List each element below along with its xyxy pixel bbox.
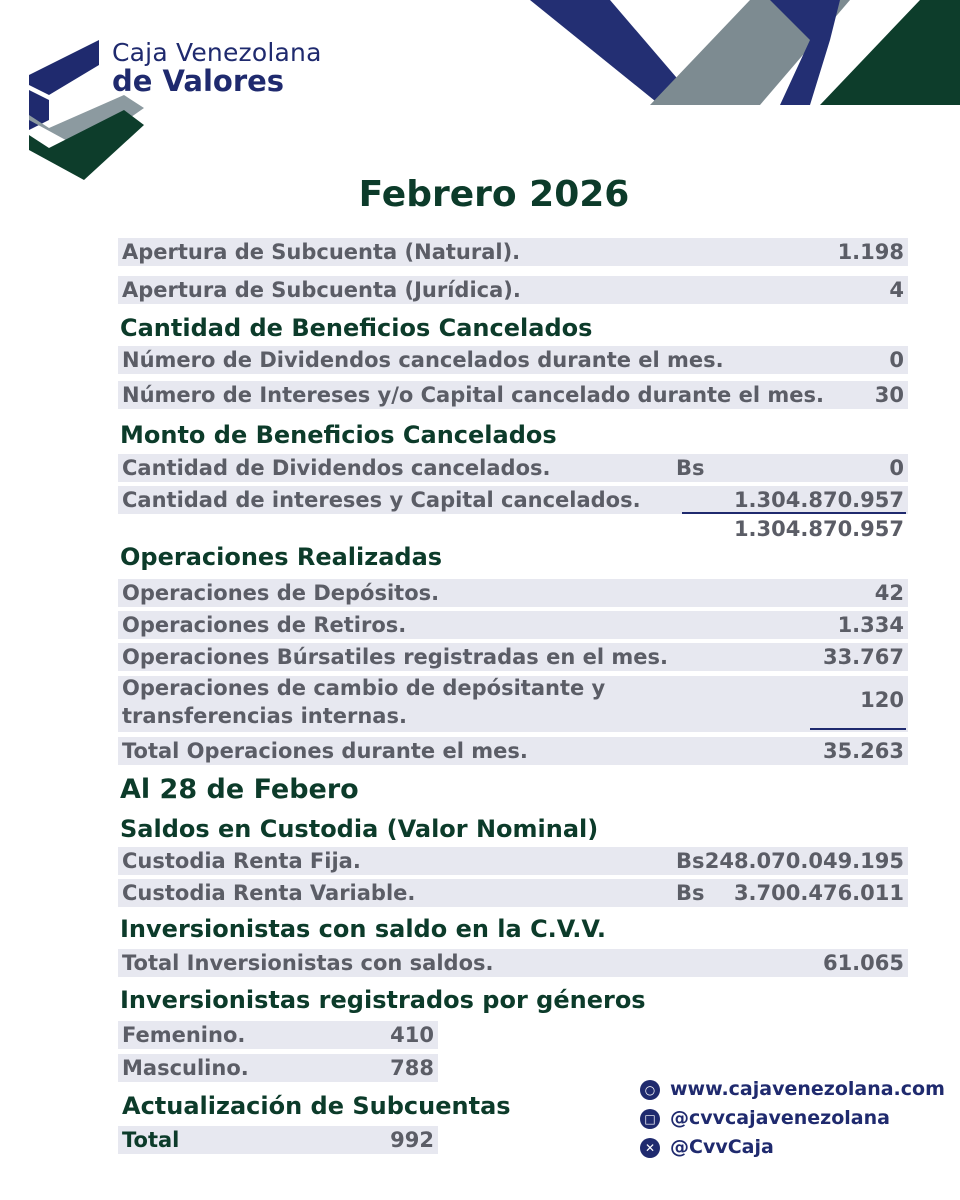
social-web[interactable] <box>640 1078 945 1100</box>
row-operaciones-depositos <box>118 579 908 607</box>
row-label: Custodia Renta Fija. <box>122 849 361 873</box>
x-icon: ✕ <box>640 1138 660 1158</box>
row-currency: Bs <box>676 881 705 905</box>
row-label: Cantidad de intereses y Capital cancelados. <box>122 488 641 512</box>
row-value: 248.070.049.195 <box>704 849 904 873</box>
row-value: 3.700.476.011 <box>733 881 904 905</box>
row-genero-masculino <box>118 1054 438 1082</box>
brand-name-line2: de Valores <box>112 64 285 98</box>
row-operaciones-total <box>118 737 908 765</box>
row-value: 1.198 <box>837 240 904 264</box>
row-label: Operaciones de Depósitos. <box>122 581 440 605</box>
subtotal-underline <box>682 512 906 514</box>
globe-icon: ○ <box>640 1080 660 1100</box>
row-apertura-juridica <box>118 276 908 304</box>
row-dividendos-numero <box>118 346 908 374</box>
row-value: 42 <box>874 581 904 605</box>
row-label: Cantidad de Dividendos cancelados. <box>122 456 551 480</box>
row-label: Apertura de Subcuenta (Natural). <box>122 240 521 264</box>
brand-name-line1: Caja Venezolana <box>112 38 322 67</box>
row-label: Número de Dividendos cancelados durante el mes. <box>122 348 724 372</box>
row-custodia-renta-variable <box>118 879 908 907</box>
social-x-label: @CvvCaja <box>670 1136 774 1158</box>
section-heading-operaciones: Operaciones Realizadas <box>120 543 443 571</box>
row-currency: Bs <box>676 849 705 873</box>
section-heading-monto-beneficios: Monto de Beneficios Cancelados <box>120 421 557 449</box>
row-label: Custodia Renta Variable. <box>122 881 416 905</box>
row-apertura-natural <box>118 238 908 266</box>
row-intereses-numero <box>118 381 908 409</box>
instagram-icon: □ <box>640 1109 660 1129</box>
operaciones-underline <box>810 728 906 730</box>
page-title: Febrero 2026 <box>358 174 630 215</box>
row-value: 33.767 <box>822 645 904 669</box>
row-genero-femenino <box>118 1021 438 1049</box>
row-value: 788 <box>390 1056 434 1080</box>
social-instagram-label: @cvvcajavenezolana <box>670 1107 890 1129</box>
row-label: Total <box>122 1128 180 1152</box>
row-total-inversionistas <box>118 949 908 977</box>
social-instagram[interactable] <box>640 1107 890 1129</box>
row-value: 0 <box>889 348 904 372</box>
section-heading-actualizacion: Actualización de Subcuentas <box>122 1092 511 1120</box>
social-web-label: www.cajavenezolana.com <box>670 1078 945 1100</box>
row-value: 120 <box>860 688 904 712</box>
row-label: Operaciones Búrsatiles registradas en el mes. <box>122 645 668 669</box>
row-value: 992 <box>390 1128 434 1152</box>
section-heading-inversionistas-saldo: Inversionistas con saldo en la C.V.V. <box>120 915 606 943</box>
section-heading-generos: Inversionistas registrados por géneros <box>120 986 646 1014</box>
row-label: Total Operaciones durante el mes. <box>122 739 528 763</box>
monto-total: 1.304.870.957 <box>733 517 904 541</box>
row-currency: Bs <box>676 456 705 480</box>
row-label: Apertura de Subcuenta (Jurídica). <box>122 278 521 302</box>
row-value: 410 <box>390 1023 434 1047</box>
ribbon-green <box>820 0 960 105</box>
row-value: 1.334 <box>837 613 904 637</box>
row-value: 1.304.870.957 <box>733 488 904 512</box>
row-operaciones-cambio <box>118 676 908 732</box>
row-label: Operaciones de Retiros. <box>122 613 407 637</box>
logo-stripe-navy <box>29 40 99 95</box>
row-label-line1: Operaciones de cambio de depósitante y <box>122 676 606 700</box>
row-actualizacion-total <box>118 1126 438 1154</box>
row-value: 35.263 <box>822 739 904 763</box>
row-label: Total Inversionistas con saldos. <box>122 951 494 975</box>
row-operaciones-retiros <box>118 611 908 639</box>
section-heading-cantidad-beneficios: Cantidad de Beneficios Cancelados <box>120 314 593 342</box>
row-value: 30 <box>874 383 904 407</box>
row-label: Femenino. <box>122 1023 246 1047</box>
row-label-line2: transferencias internas. <box>122 704 407 728</box>
row-value: 4 <box>889 278 904 302</box>
row-value: 0 <box>889 456 904 480</box>
section-heading-fecha: Al 28 de Febero <box>120 774 359 805</box>
row-custodia-renta-fija <box>118 847 908 875</box>
social-x[interactable] <box>640 1136 774 1158</box>
header-ribbons <box>520 0 960 110</box>
row-intereses-monto <box>118 486 908 514</box>
row-operaciones-bursatiles <box>118 643 908 671</box>
row-label: Número de Intereses y/o Capital cancelado durante el mes. <box>122 383 824 407</box>
row-value: 61.065 <box>822 951 904 975</box>
row-dividendos-monto <box>118 454 908 482</box>
section-heading-custodia: Saldos en Custodia (Valor Nominal) <box>120 815 599 843</box>
row-label: Masculino. <box>122 1056 249 1080</box>
